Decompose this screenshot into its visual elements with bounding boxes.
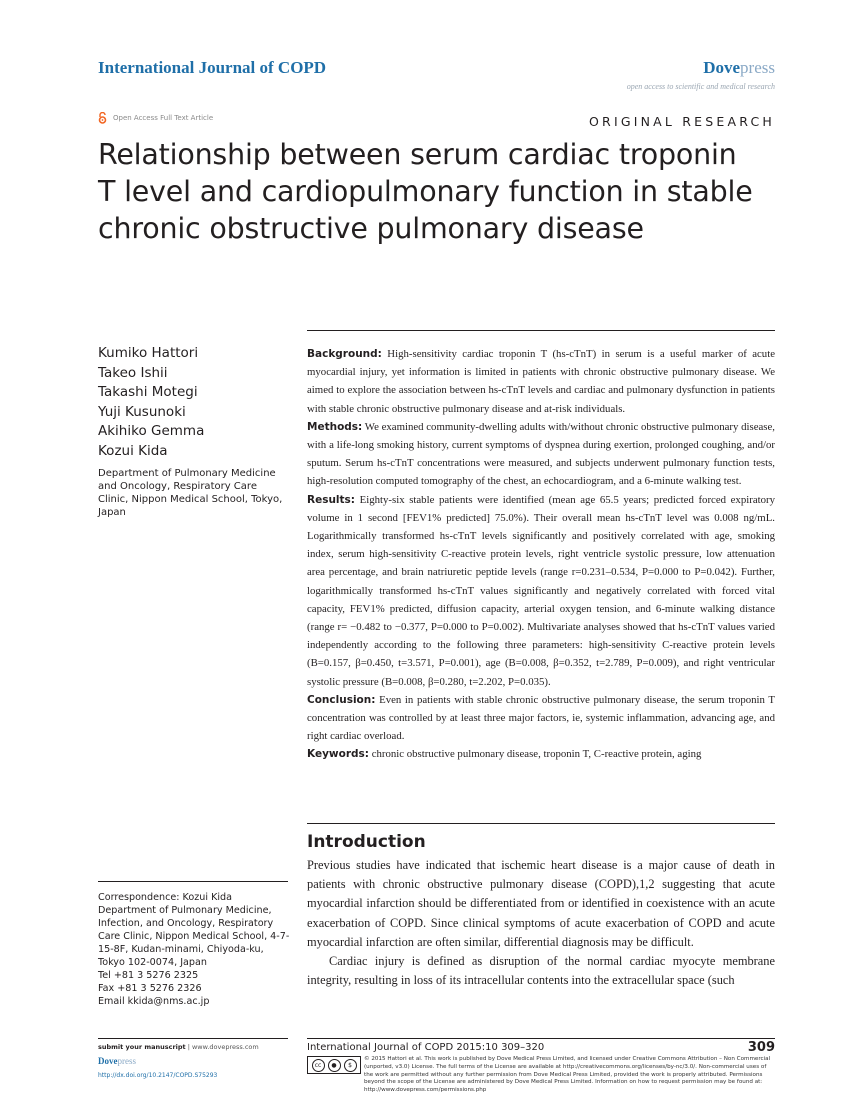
results-label: Results: <box>307 493 355 506</box>
nc-icon: $ <box>344 1059 357 1072</box>
introduction-paragraph: Cardiac injury is defined as disruption of the normal cardiac myocyte membrane integrity, resulting in loss of its intracellular contents into the extracellular space (such <box>307 954 775 988</box>
abstract-background <box>307 345 775 418</box>
correspondence-rule <box>98 881 288 882</box>
footer-publisher-logo <box>98 1056 136 1066</box>
abstract-keywords <box>307 745 775 763</box>
abstract-top-rule <box>307 330 775 331</box>
publisher-logo <box>703 58 775 78</box>
methods-label: Methods: <box>307 420 363 433</box>
by-icon: ● <box>328 1059 341 1072</box>
publisher-logo-main: Dove <box>703 58 741 77</box>
journal-name: International Journal of COPD <box>98 58 327 77</box>
results-text: Eighty-six stable patients were identified (mean age 65.5 years; predicted forced expiratory volume in 1 second [FEV1% predicted] 75.0%). Their overall mean hs-cTnT level was 0.008 ng/mL. Logarithmically transformed hs-cTnT levels significantly and positively correlated with age, smoking index, serum high-sensitivity C-reactive protein levels, right ventricle systolic pressure, low attenuation area percentage, and brain natriuretic peptide levels (range r=0.231–0.534, P=0.000 to P=0.042). Further, logarithmically transformed hs-cTnT values significantly and negatively correlated with forced vital capacity, FEV1% predicted, diffusion capacity, arterial oxygen tension, and 6-minute walking distance (range r= −0.482 to −0.377, P=0.000 to P=0.002). Multivariate analyses showed that hs-cTnT values varied independently according to the following three parameters: high-sensitivity C-reactive protein levels (B=0.157, β=0.450, t=3.571, P=0.001), age (B=0.008, β=0.352, t=2.789, P=0.009), and right ventricular systolic pressure (B=0.008, β=0.280, t=2.202, P=0.035). <box>307 493 775 688</box>
correspondence-tel: Tel +81 3 5276 2325 <box>98 970 199 981</box>
introduction-paragraph: Previous studies have indicated that ischemic heart disease is a major cause of death in patients with chronic obstructive pulmonary disease (COPD),1,2 suggesting that acute myocardial infarction should be differentiated from or identified in coexistence with an acute exacerbation of COPD. Since clinical symptoms of acute exacerbation of COPD and acute myocardial infarction are often similar, differential diagnosis may be difficult. <box>307 858 775 949</box>
background-label: Background: <box>307 348 382 360</box>
submit-manuscript[interactable]: submit your manuscript | www.dovepress.com <box>98 1043 259 1051</box>
open-access-label <box>98 112 213 124</box>
author-list <box>98 344 204 461</box>
abstract <box>307 345 775 764</box>
submit-url[interactable]: www.dovepress.com <box>191 1043 259 1051</box>
article-title: Relationship between serum cardiac troponin T level and cardiopulmonary function in stable chronic obstructive pulmonary disease <box>98 138 753 245</box>
correspondence-heading: Correspondence: Kozui Kida <box>98 892 232 903</box>
background-text: High-sensitivity cardiac troponin T (hs-cTnT) in serum is a useful marker of acute myocardial injury, yet information is limited in patients with chronic obstructive pulmonary disease. We aimed to explore the association between hs-cTnT levels and cardiac and pulmonary dysfunction in patients with stable chronic obstructive pulmonary disease and at-risk individuals. <box>307 348 776 415</box>
abstract-results <box>307 491 775 691</box>
introduction-body <box>307 856 775 990</box>
author: Yuji Kusunoki <box>98 403 186 420</box>
abstract-bottom-rule <box>307 823 775 824</box>
license-text: © 2015 Hattori et al. This work is published by Dove Medical Press Limited, and licensed under Creative Commons Attribution – Non Commercial (unported, v3.0) License. The full terms of the License are available at http://creativecommons.org/licenses/by-nc/3.0/. Non-commercial uses of the work are permitted without any further permission from Dove Medical Press Limited, provided the work is properly attributed. Permissions beyond the scope of the License are administered by Dove Medical Press Limited. Information on how to request permission may be found at: http://www.dovepress.com/permissions.php <box>364 1056 771 1094</box>
author: Kumiko Hattori <box>98 345 199 361</box>
publisher-logo-sub: press <box>740 58 775 77</box>
introduction-heading: Introduction <box>307 832 426 852</box>
article-type: ORIGINAL RESEARCH <box>589 114 775 129</box>
abstract-methods <box>307 418 775 491</box>
page-number: 309 <box>747 1040 775 1055</box>
conclusion-text: Even in patients with stable chronic obstructive pulmonary disease, the serum troponin T concentration was controlled by at least three major factors, ie, systemic inflammation, advancing age, and right cardiac overload. <box>307 693 775 743</box>
cc-icon: cc <box>312 1059 325 1072</box>
citation: International Journal of COPD 2015:10 309–320 <box>307 1042 545 1053</box>
footer-right-rule <box>307 1038 775 1039</box>
keywords-label: Keywords: <box>307 748 369 761</box>
open-access-text: Open Access Full Text Article <box>113 114 214 122</box>
author: Takeo Ishii <box>98 364 168 381</box>
submit-label: submit your manuscript <box>98 1043 186 1051</box>
footer-logo-main: Dove <box>98 1056 118 1066</box>
methods-text: We examined community-dwelling adults with/without chronic obstructive pulmonary disease, with a life-long smoking history, current symptoms of dyspnea during exertion, prolonged coughing, and/or sputum. Serum hs-cTnT concentrations were measured, and subjects underwent pulmonary function tests, high-resolution computed tomography of the chest, an echocardiogram, and a 6-minute walking test. <box>307 420 775 488</box>
conclusion-label: Conclusion: <box>307 693 376 706</box>
affiliation: Department of Pulmonary Medicine and Oncology, Respiratory Care Clinic, Nippon Medical School, Tokyo, Japan <box>98 468 283 518</box>
footer-logo-sub: press <box>117 1056 136 1066</box>
open-access-icon <box>98 112 107 124</box>
author: Kozui Kida <box>98 442 168 459</box>
abstract-conclusion <box>307 691 775 746</box>
footer-left-rule <box>98 1038 288 1039</box>
correspondence-fax: Fax +81 3 5276 2326 <box>98 983 202 994</box>
author: Takashi Motegi <box>98 384 198 400</box>
correspondence-address: Department of Pulmonary Medicine, Infection, and Oncology, Respiratory Care Clinic, Nippon Medical School, 4-7-15-8F, Kudan-minami, Chiyoda-ku, Tokyo 102-0074, Japan <box>98 905 290 968</box>
publisher-tagline: open access to scientific and medical research <box>626 82 775 91</box>
correspondence <box>98 891 290 1008</box>
author: Akihiko Gemma <box>98 423 205 439</box>
correspondence-email[interactable]: Email kkida@nms.ac.jp <box>98 996 210 1007</box>
keywords-text: chronic obstructive pulmonary disease, troponin T, C-reactive protein, aging <box>371 748 702 761</box>
doi-link[interactable]: http://dx.doi.org/10.2147/COPD.S75293 <box>98 1072 218 1079</box>
cc-license-badge[interactable] <box>307 1056 361 1074</box>
